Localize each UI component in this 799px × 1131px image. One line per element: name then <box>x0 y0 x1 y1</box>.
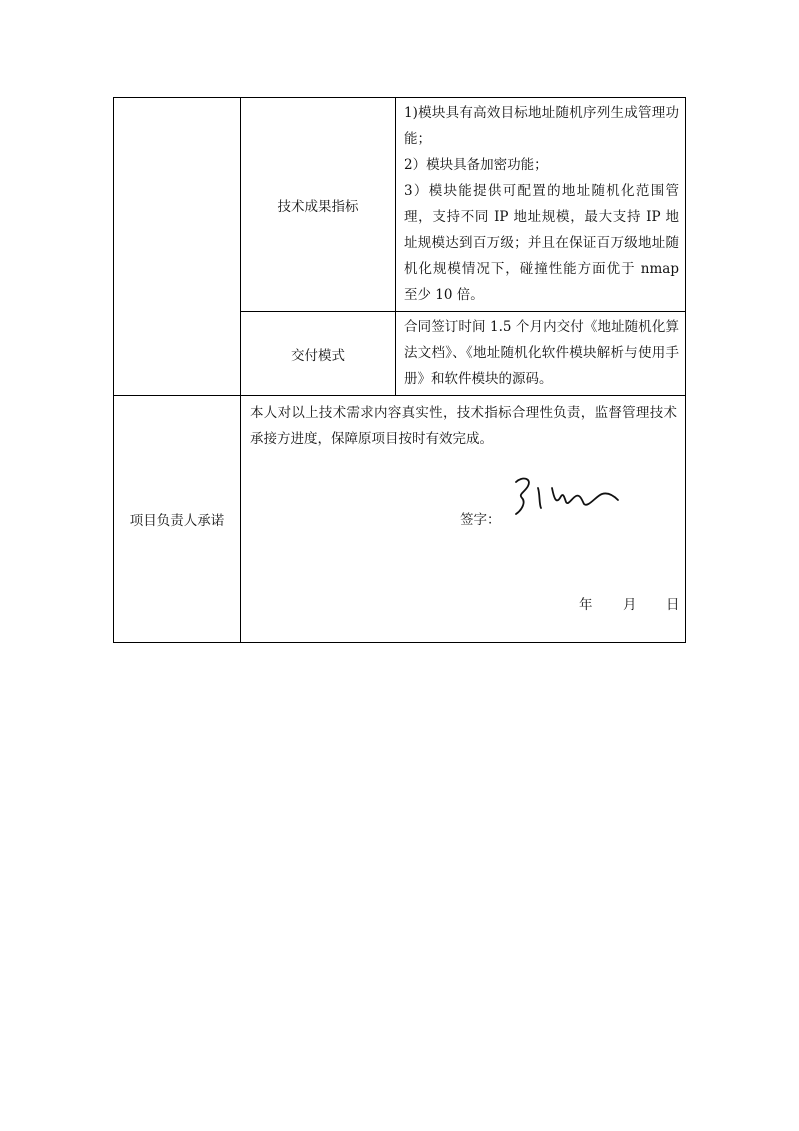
requirements-table <box>113 97 686 643</box>
indicator-item-3: 3）模块能提供可配置的地址随机化范围管理，支持不同 IP 地址规模，最大支持 IP 地址规模达到百万级；并且在保证百万级地址随机化规模情况下，碰撞性能方面优于 nmap 至少 10 倍。 <box>404 183 679 303</box>
date-year: 年 <box>579 597 593 613</box>
commitment-text: 本人对以上技术需求内容真实性，技术指标合理性负责，监督管理技术承接方进度，保障原项目按时有效完成。 <box>250 405 677 447</box>
indicator-item-2: 2）模块具备加密功能； <box>404 157 548 173</box>
date-month: 月 <box>623 597 637 613</box>
delivery-content: 合同签订时间 1.5 个月内交付《地址随机化算法文档》、《地址随机化软件模块解析与使用手册》和软件模块的源码。 <box>396 312 686 396</box>
tech-indicators-content <box>396 98 686 312</box>
tech-indicators-label: 技术成果指标 <box>241 98 396 312</box>
date-day: 日 <box>666 597 680 613</box>
commitment-label: 项目负责人承诺 <box>114 396 241 643</box>
signature-label: 签字： <box>460 512 501 528</box>
merged-left-cell <box>114 98 241 396</box>
tech-indicators-row <box>114 98 686 312</box>
indicator-item-1: 1)模块具有高效目标地址随机序列生成管理功能； <box>404 105 679 147</box>
delivery-label: 交付模式 <box>241 312 396 396</box>
commitment-row <box>114 396 686 643</box>
commitment-cell <box>241 396 686 643</box>
handwritten-signature <box>510 474 622 524</box>
